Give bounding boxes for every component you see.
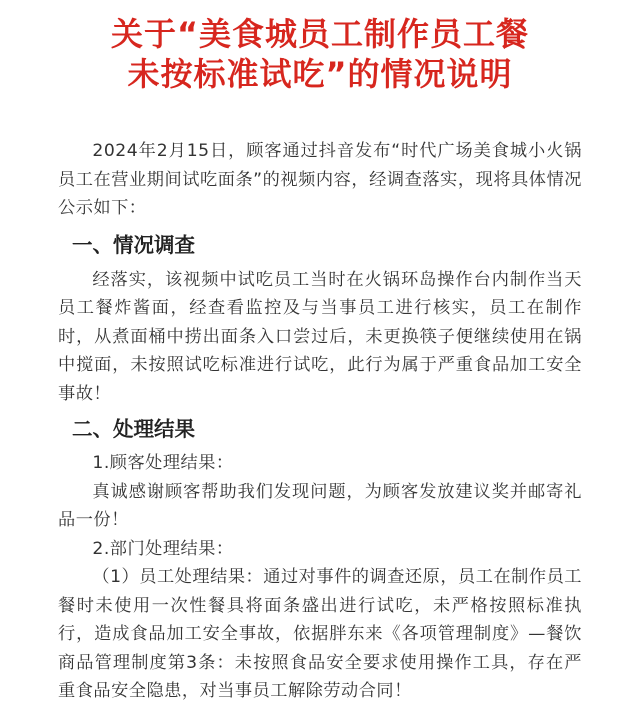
title-line-2: 未按标准试吃”的情况说明 <box>127 55 513 93</box>
customer-result-title: 1.顾客处理结果： <box>92 453 234 473</box>
section-heading-result: 二、处理结果 <box>72 417 195 441</box>
employee-result-paragraph: （1）员工处理结果：通过对事件的调查还原，员工在制作员工餐时未使用一次性餐具将面条盛出进行试吃，未严格按照标准执行，造成食品加工安全事故，依据胖东来《各项管理制度》—餐饮商品管理制度第3条：未按照食品安全要求使用操作工具，存在严重食品安全隐患，对当事员工解除劳动合同！ <box>58 567 582 701</box>
notice-title <box>58 14 582 94</box>
investigation-paragraph: 经落实，该视频中试吃员工当时在火锅环岛操作台内制作当天员工餐炸酱面，经查看监控及与当事员工进行核实，员工在制作时，从煮面桶中捞出面条入口尝过后，未更换筷子便继续使用在锅中搅面，未按照试吃标准进行试吃，此行为属于严重食品加工安全事故！ <box>58 269 582 404</box>
title-line-1: 关于“美食城员工制作员工餐 <box>110 15 530 53</box>
section-heading-investigation: 一、情况调查 <box>72 232 195 257</box>
intro-paragraph: 2024年2月15日，顾客通过抖音发布“时代广场美食城小火锅员工在营业期间试吃面条”的视频内容，经调查落实，现将具体情况公示如下： <box>58 141 582 218</box>
customer-result-paragraph: 真诚感谢顾客帮助我们发现问题，为顾客发放建议奖并邮寄礼品一份！ <box>58 481 582 530</box>
department-result-title: 2.部门处理结果： <box>92 538 234 559</box>
